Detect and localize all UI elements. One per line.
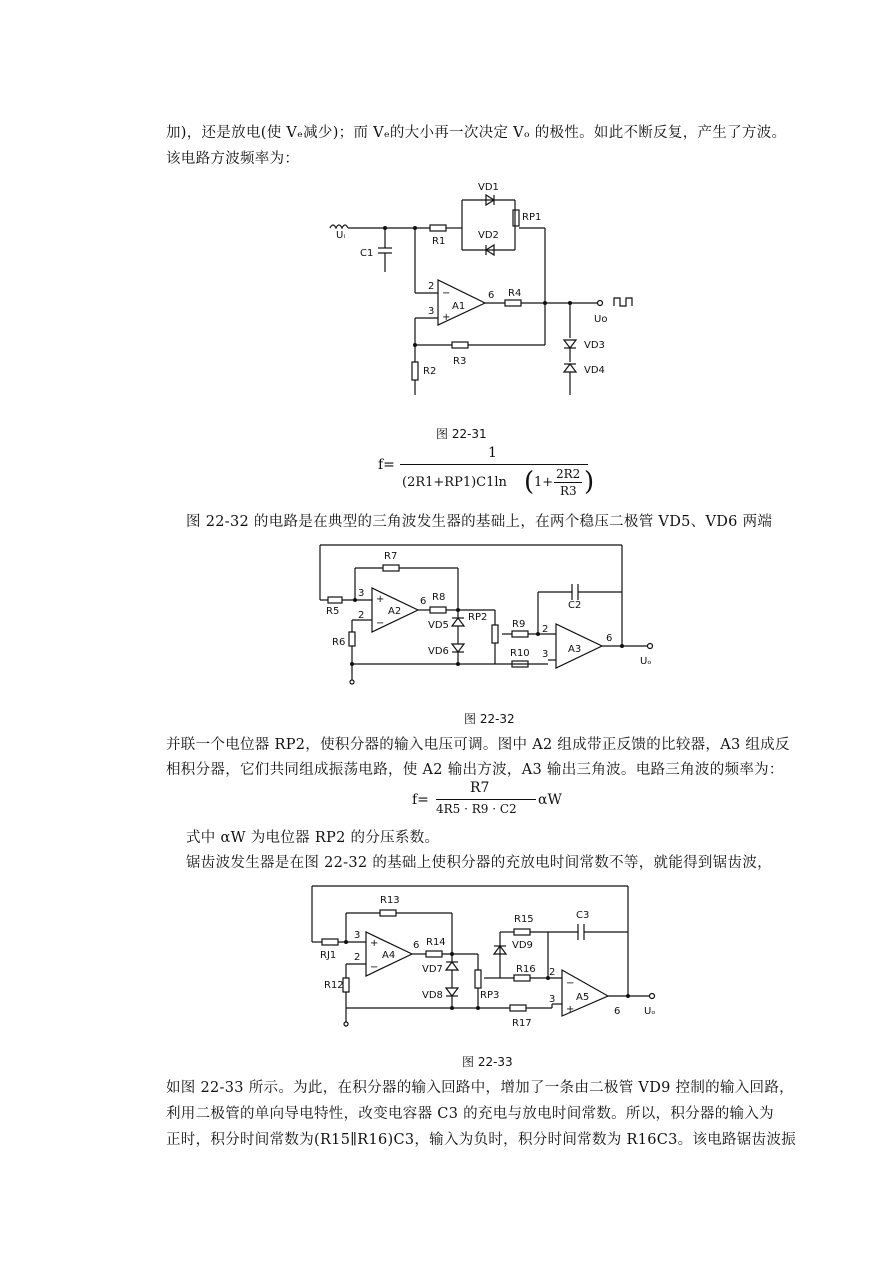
label-pin2: 2 <box>358 610 365 621</box>
label-a3: A3 <box>568 644 582 655</box>
paragraph-line: 图 22-32 的电路是在典型的三角波发生器的基础上，在两个稳压二极管 VD5、VD6 两端 <box>186 514 773 530</box>
paragraph-line: 并联一个电位器 RP2，使积分器的输入电压可调。图中 A2 组成带正反馈的比较器，A3 组成反 <box>166 737 790 753</box>
figure-caption: 图 22-32 <box>464 712 515 726</box>
label-r4: R4 <box>508 288 522 299</box>
label-r3: R3 <box>453 356 467 367</box>
label-a2: A2 <box>388 606 402 617</box>
label-a5: A5 <box>576 992 590 1003</box>
paragraph-line: 如图 22-33 所示。为此，在积分器的输入回路中，增加了一条由二极管 VD9 控制的输入回路， <box>166 1080 794 1096</box>
label-vd6: VD6 <box>428 646 449 657</box>
label-minus: − <box>442 288 451 299</box>
label-r5: R5 <box>326 606 340 617</box>
formula-inner-den: R3 <box>560 484 577 498</box>
label-r13: R13 <box>380 895 400 906</box>
label-vd5: VD5 <box>428 620 449 631</box>
formula-numerator: 1 <box>488 445 497 461</box>
label-rp3: RP3 <box>480 990 500 1001</box>
label-pin2: 2 <box>428 281 435 292</box>
label-a3pin3: 3 <box>542 649 549 660</box>
label-vd9: VD9 <box>512 940 533 951</box>
label-plus: + <box>370 938 379 949</box>
label-minus: − <box>376 618 385 629</box>
label-plus: + <box>442 312 451 323</box>
paragraph-line: 相积分器，它们共同组成振荡电路，使 A2 输出方波，A3 输出三角波。电路三角波的频率为： <box>166 762 784 778</box>
paragraph-line: 式中 αW 为电位器 RP2 的分压系数。 <box>186 830 440 846</box>
formula-paren: ) <box>584 467 595 497</box>
label-r6: R6 <box>332 637 346 648</box>
label-c1: C1 <box>360 248 374 259</box>
label-minus2: − <box>566 978 575 989</box>
formula-inner: 1+ <box>534 475 554 490</box>
label-a5pin3: 3 <box>549 994 556 1005</box>
label-r14: R14 <box>426 937 446 948</box>
label-r10: R10 <box>510 648 530 659</box>
label-plus: + <box>376 594 385 605</box>
formula-inner-num: 2R2 <box>556 467 581 481</box>
formula-lhs: f= <box>412 792 429 808</box>
label-a4: A4 <box>382 950 396 961</box>
paragraph-line: 该电路方波频率为： <box>166 151 300 167</box>
formula-lhs: f= <box>378 457 395 473</box>
label-a1: A1 <box>452 301 466 312</box>
formula-numerator: R7 <box>470 780 490 796</box>
label-pin3: 3 <box>354 930 361 941</box>
label-vd4: VD4 <box>584 365 605 376</box>
label-vd1: VD1 <box>478 182 499 193</box>
label-pin6: 6 <box>413 940 420 951</box>
label-pin6: 6 <box>420 596 427 607</box>
label-r17: R17 <box>512 1018 532 1029</box>
paragraph-line: 利用二极管的单向导电特性，改变电容器 C3 的充电与放电时间常数。所以，积分器的输入为 <box>166 1106 774 1122</box>
label-pin3: 3 <box>358 588 365 599</box>
label-vd2: VD2 <box>478 230 499 241</box>
label-r8: R8 <box>432 592 446 603</box>
label-r12: R12 <box>324 980 344 991</box>
formula-denominator: 4R5 · R9 · C2 <box>436 802 517 816</box>
label-vd3: VD3 <box>584 340 605 351</box>
label-r2: R2 <box>423 366 437 377</box>
label-pin6: 6 <box>488 290 495 301</box>
label-rp2: RP2 <box>468 612 488 623</box>
paragraph-line: 锯齿波发生器是在图 22-32 的基础上使积分器的充放电时间常数不等，就能得到锯齿波， <box>186 855 772 871</box>
label-uo: Uo <box>594 314 608 325</box>
label-a5pin2: 2 <box>549 967 556 978</box>
figure-caption: 图 22-33 <box>462 1055 513 1069</box>
paragraph-line: 正时，积分时间常数为(R15∥R16)C3，输入为负时，积分时间常数为 R16C3。该电路锯齿波振 <box>166 1132 797 1148</box>
label-rp1: RP1 <box>522 212 542 223</box>
formula-denominator: (2R1+RP1)C1ln <box>402 475 507 490</box>
label-uo: Uₒ <box>644 1006 656 1017</box>
label-r7: R7 <box>384 551 398 562</box>
label-minus: − <box>370 962 379 973</box>
label-a5pin6: 6 <box>614 1006 621 1017</box>
label-a3pin2: 2 <box>542 624 549 635</box>
label-c2: C2 <box>568 600 582 611</box>
formula-suffix: αW <box>538 792 562 808</box>
label-vd7: VD7 <box>422 964 443 975</box>
formula-paren: ( <box>524 467 535 497</box>
label-plus2: + <box>566 1004 575 1015</box>
label-r9: R9 <box>512 619 526 630</box>
label-pin3: 3 <box>428 306 435 317</box>
label-r16: R16 <box>516 964 536 975</box>
label-r15: R15 <box>514 914 534 925</box>
label-pin2: 2 <box>354 952 361 963</box>
paragraph-line: 加)，还是放电(使 Vₑ减少)；而 Vₑ的大小再一次决定 Vₒ 的极性。如此不断反复，产生了方波。 <box>166 125 787 141</box>
label-ui: Uᵢ <box>336 230 346 241</box>
label-r11: RJ1 <box>320 950 337 961</box>
label-uo: Uₒ <box>640 656 652 667</box>
label-vd8: VD8 <box>422 990 443 1001</box>
label-r1: R1 <box>432 236 446 247</box>
figure-caption: 图 22-31 <box>436 427 487 441</box>
label-c3: C3 <box>576 910 590 921</box>
label-a3pin6: 6 <box>606 633 613 644</box>
